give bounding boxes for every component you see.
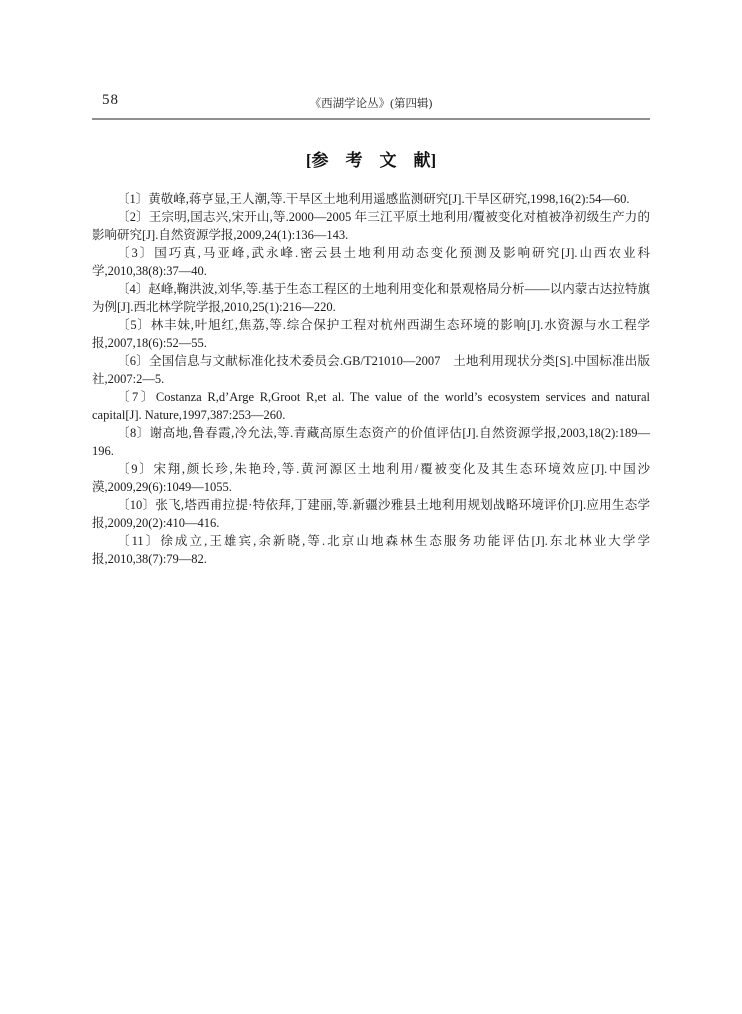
reference-item: 〔3〕国巧真,马亚峰,武永峰.密云县土地利用动态变化预测及影响研究[J].山西农业科学,2010,38(8):37—40. [92, 246, 650, 278]
reference-item: 〔6〕全国信息与文献标准化技术委员会.GB/T21010—2007 土地利用现状分类[S].中国标准出版社,2007:2—5. [92, 354, 650, 386]
reference-item: 〔10〕张飞,塔西甫拉提·特依拜,丁建丽,等.新疆沙雅县土地利用规划战略环境评价[J].应用生态学报,2009,20(2):410—416. [92, 498, 650, 530]
reference-item: 〔11〕徐成立,王雄宾,余新晓,等.北京山地森林生态服务功能评估[J].东北林业大学学报,2010,38(7):79—82. [92, 534, 650, 566]
running-title: 《西湖学论丛》(第四辑) [309, 98, 433, 110]
reference-item: 〔5〕林丰妹,叶旭红,焦荔,等.综合保护工程对杭州西湖生态环境的影响[J].水资源与水工程学报,2007,18(6):52—55. [92, 318, 650, 350]
reference-item: 〔4〕赵峰,鞠洪波,刘华,等.基于生态工程区的土地利用变化和景观格局分析——以内蒙古达拉特旗为例[J].西北林学院学报,2010,25(1):216—220. [92, 282, 650, 314]
reference-item: 〔1〕黄敬峰,蒋亨显,王人潮,等.干旱区土地利用遥感监测研究[J].干旱区研究,1998,16(2):54—60. [117, 192, 630, 206]
page-number: 58 [102, 92, 119, 108]
reference-item: 〔8〕谢高地,鲁春霞,冷允法,等.青藏高原生态资产的价值评估[J].自然资源学报,2003,18(2):189—196. [92, 426, 650, 458]
section-title-references: [参 考 文 献] [305, 151, 437, 170]
reference-item: 〔2〕王宗明,国志兴,宋开山,等.2000—2005 年三江平原土地利用/覆被变化对植被净初级生产力的影响研究[J].自然资源学报,2009,24(1):136—143. [92, 210, 650, 242]
reference-item: 〔9〕宋翔,颜长珍,朱艳玲,等.黄河源区土地利用/覆被变化及其生态环境效应[J].中国沙漠,2009,29(6):1049—1055. [92, 462, 650, 494]
reference-list [92, 190, 650, 568]
page-header [92, 92, 650, 120]
reference-item: 〔7〕Costanza R,d’Arge R,Groot R,et al. The value of the world’s ecosystem services and natural capital[J]. Nature,1997,387:253—260. [92, 390, 650, 422]
